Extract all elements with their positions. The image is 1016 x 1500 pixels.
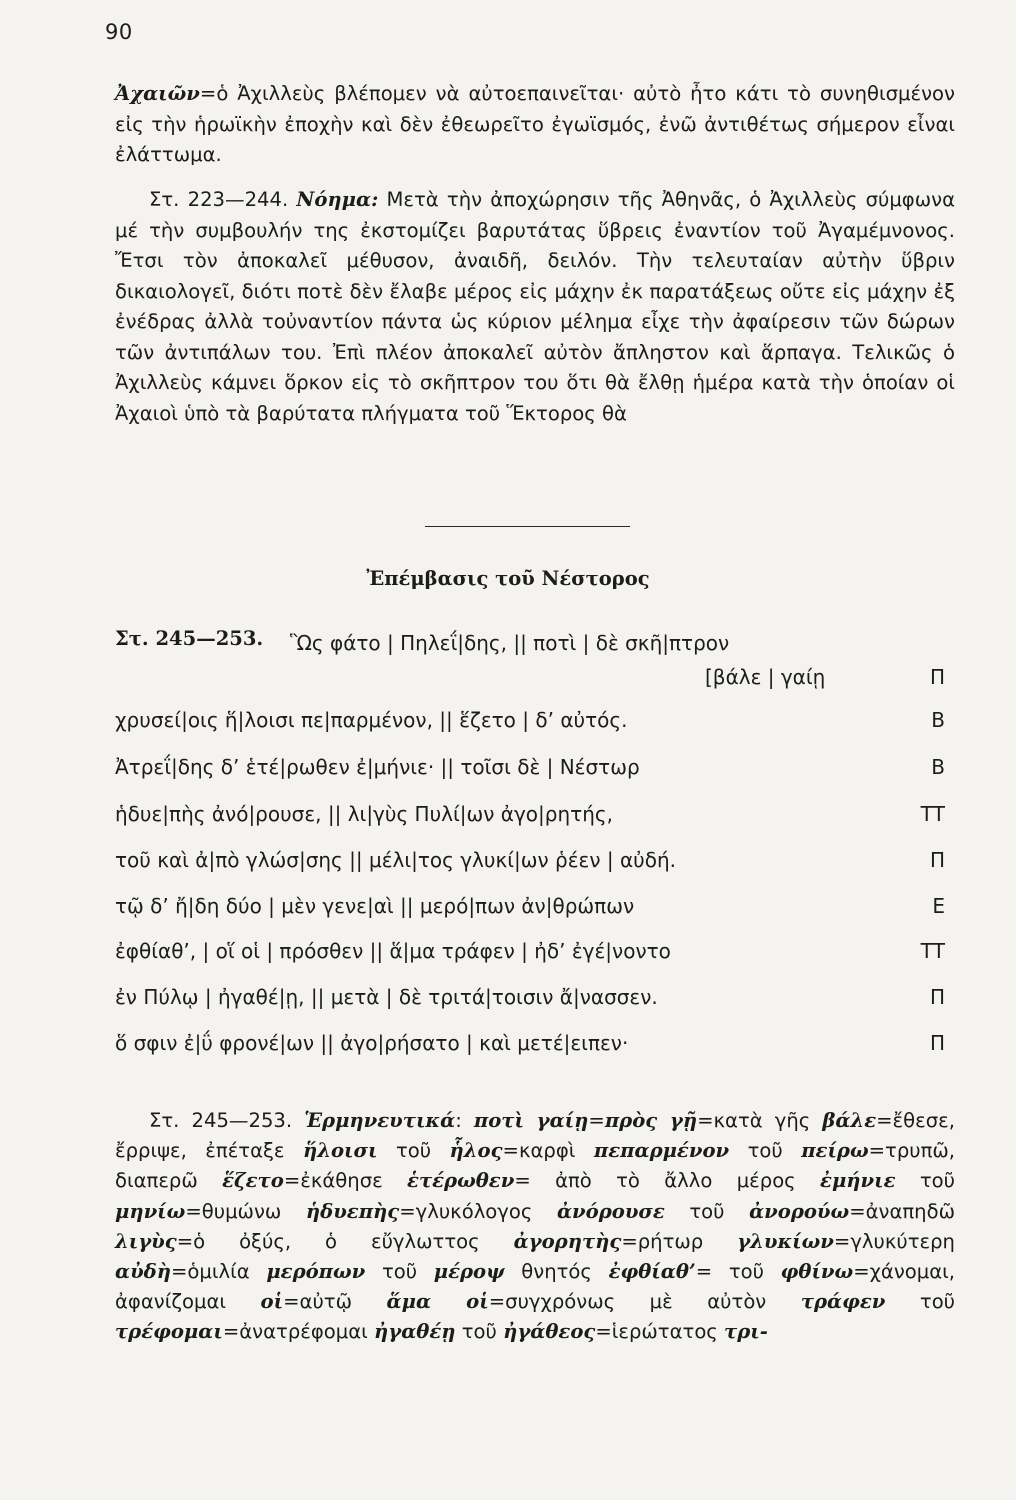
gloss-term: μέροψ: [433, 1260, 505, 1284]
verse-text: [βάλε | γαίῃ: [705, 665, 826, 689]
metrical-mark: Ε: [932, 894, 945, 918]
note-text: Μετὰ τὴν ἀποχώρησιν τῆς Ἀθηνᾶς, ὁ Ἀχιλλεὺς σύμφωνα μέ τὴν συμβουλήν της ἐκστομίζει βαρυτάτας ὕβρεις ἐναντίον τοῦ Ἀγαμέμνονος. Ἔτσι τὸν ἀποκαλεῖ μέθυσον, ἀναιδῆ, δειλόν. Τὴν τελευταίαν αὐτὴν ὕβριν δικαιολογεῖ, διότι ποτὲ δὲν ἔλαβε μέρος εἰς μάχην ἐκ παρατάξεως οὔτε εἰς μάχην ἐξ ἐνέδρας ἀλλὰ τοὐναντίον πάντα ὡς κύριον μέλημα εἶχε τὴν ἀφαίρεσιν τῶν δώρων τῶν ἀντιπάλων του. Ἐπὶ πλέον ἀποκαλεῖ αὐτὸν ἄπληστον καὶ ἅρπαγα. Τελικῶς ὁ Ἀχιλλεὺς κάμνει ὅρκον εἰς τὸ σκῆπτρον του ὅτι θὰ ἔλθῃ ἡμέρα κατὰ τὴν ὁποίαν οἱ Ἀχαιοὶ ὑπὸ τὰ βαρύτατα πλήγματα τοῦ Ἕκτορος θὰ: [115, 188, 955, 425]
metrical-mark: ΤΤ: [920, 939, 945, 963]
section-title: Ἐπέμβασις τοῦ Νέστορος: [366, 567, 650, 590]
verse-line: [115, 981, 945, 1013]
verse-text: ὅ σφιν ἐ|ΰ φρονέ|ων || ἀγο|ρήσατο | καὶ μετέ|ειπεν·: [115, 1031, 629, 1055]
metrical-mark: Β: [931, 755, 945, 779]
gloss-term: ἧλος: [449, 1139, 503, 1163]
gloss-term: μερόπων: [266, 1260, 366, 1284]
gloss-term: αὐδὴ: [115, 1260, 171, 1284]
verse-text: Ὣς φάτο | Πηλεΐ|δης, || ποτὶ | δὲ σκῆ|πτρον: [290, 631, 730, 655]
metrical-mark: Β: [931, 708, 945, 732]
verse-reference: Στ. 223—244.: [149, 188, 289, 211]
verse-line: [115, 844, 945, 876]
gloss-term: ἀγορητὴς: [513, 1229, 622, 1253]
verse-line: [115, 935, 945, 967]
verse-reference: Στ. 245—253.: [115, 627, 264, 650]
section-divider: [425, 526, 630, 527]
gloss-term: ἀνόρουσε: [556, 1199, 665, 1223]
verse-text: Ἀτρεΐ|δης δ’ ἑτέ|ρωθεν ἐ|μήνιε· || τοῖσι δὲ | Νέστωρ: [115, 755, 640, 779]
gloss-term: λιγὺς: [115, 1229, 177, 1253]
gloss-term: βάλε: [822, 1109, 877, 1132]
gloss-term: ποτὶ γαίῃ: [473, 1109, 589, 1132]
gloss-term: ἀνορούω: [749, 1199, 850, 1223]
note-label: Ἑρμηνευτικά: [304, 1109, 456, 1132]
gloss-term: ἠγαθέῃ: [374, 1320, 456, 1344]
gloss-term: ἡδυεπὴς: [305, 1199, 400, 1223]
metrical-mark: Π: [929, 848, 945, 872]
gloss-term: τρι-: [724, 1320, 768, 1344]
headword: Ἀχαιῶν: [115, 82, 200, 105]
gloss-term: ἅμα οἱ: [386, 1290, 489, 1314]
gloss-term: φθίνω: [780, 1260, 854, 1284]
gloss-term: οἱ: [260, 1290, 284, 1314]
note-text: =ὁ Ἀχιλλεὺς βλέπομεν νὰ αὐτοεπαινεῖται· αὐτὸ ἦτο κάτι τὸ συνηθισμένον εἰς τὴν ἡρωϊκὴν ἐποχὴν καὶ δὲν ἐθεωρεῖτο ἐγωϊσμός, ἐνῶ ἀντιθέτως σήμερον εἶναι ἐλάττωμα.: [115, 82, 955, 166]
gloss-term: ἥλοισι: [303, 1139, 378, 1163]
verse-line: [115, 798, 945, 830]
verse-text: ἐφθίαθ’, | οἵ οἱ | πρόσθεν || ἅ|μα τράφεν | ἠδ’ ἐγέ|νοντο: [115, 939, 671, 963]
gloss-term: γλυκίων: [737, 1229, 834, 1253]
metrical-mark: Π: [929, 985, 945, 1009]
gloss-term: πείρω: [801, 1139, 869, 1163]
gloss-term: ἠγάθεος: [503, 1320, 596, 1344]
gloss-term: μηνίω: [115, 1199, 186, 1223]
verse-line: [115, 751, 945, 783]
verse-line: [115, 704, 945, 736]
verse-line: [115, 890, 945, 922]
commentary-note-meaning: [115, 185, 955, 429]
metrical-mark: Π: [929, 665, 945, 689]
verse-line: [115, 1027, 945, 1059]
commentary-note-achaion: [115, 79, 955, 171]
gloss-term: πεπαρμένον: [593, 1139, 730, 1163]
gloss-term: ἕζετο: [222, 1169, 284, 1193]
commentary-note-glossary: Στ. 245—253. Ἑρμηνευτικά: ποτὶ γαίῃ=πρὸς γῇ=κατὰ γῆς βάλε=ἔθεσε, ἔρριψε, ἐπέταξε ἥλοισι τοῦ ἧλος=καρφὶ πεπαρμένον τοῦ πείρω=τρυπῶ, διαπερῶ ἕζετο=ἐκάθησε ἑτέρωθεν= ἀπὸ τὸ ἄλλο μέρος ἐμήνιε τοῦ μηνίω=θυμώνω ἡδυεπὴς=γλυκόλογος ἀνόρουσε τοῦ ἀνορούω=ἀναπηδῶ λιγὺς=ὁ ὀξύς, ὁ εὔγλωττος ἀγορητὴς=ρήτωρ γλυκίων=γλυκύτερη αὐδὴ=ὁμιλία μερόπων τοῦ μέροψ θνητός ἐφθίαθ’= τοῦ φθίνω=χάνομαι, ἀφανίζομαι οἱ=αὐτῷ ἅμα οἱ=συγχρόνως μὲ αὐτὸν τράφεν τοῦ τρέφομαι=ἀνατρέφομαι ἠγαθέῃ τοῦ ἠγάθεος=ἱερώτατος τρι-: [115, 1109, 956, 1344]
verse-text: ἐν Πύλῳ | ἠγαθέ|ῃ, || μετὰ | δὲ τριτά|τοισιν ἄ|νασσεν.: [115, 985, 658, 1009]
gloss-term: ἐφθίαθ’: [608, 1260, 696, 1284]
verse-reference: Στ. 245—253.: [149, 1109, 293, 1132]
verse-text: τοῦ καὶ ἀ|πὸ γλώσ|σης || μέλι|τος γλυκί|ων ῥέεν | αὐδή.: [115, 848, 677, 872]
verse-text: ἡδυε|πὴς ἀνό|ρουσε, || λι|γὺς Πυλί|ων ἀγο|ρητής,: [115, 802, 613, 826]
gloss-term: τράφεν: [800, 1290, 886, 1314]
verse-text: χρυσεί|οις ἥ|λοισι πε|παρμένον, || ἕζετο | δ’ αὐτός.: [115, 708, 628, 732]
gloss-term: τρέφομαι: [115, 1320, 223, 1344]
note-label: Νόημα:: [296, 188, 379, 211]
gloss-term: ἑτέρωθεν: [407, 1169, 515, 1193]
gloss-term: ἐμήνιε: [820, 1169, 896, 1193]
verse-line-continuation: [705, 661, 945, 693]
gloss-term: πρὸς γῇ: [604, 1109, 698, 1132]
metrical-mark: Π: [929, 1031, 945, 1055]
metrical-mark: ΤΤ: [920, 802, 945, 826]
page-number: 90: [105, 20, 133, 44]
verse-text: τῷ δ’ ἤ|δη δύο | μὲν γενε|αὶ || μερό|πων ἀν|θρώπων: [115, 894, 635, 918]
